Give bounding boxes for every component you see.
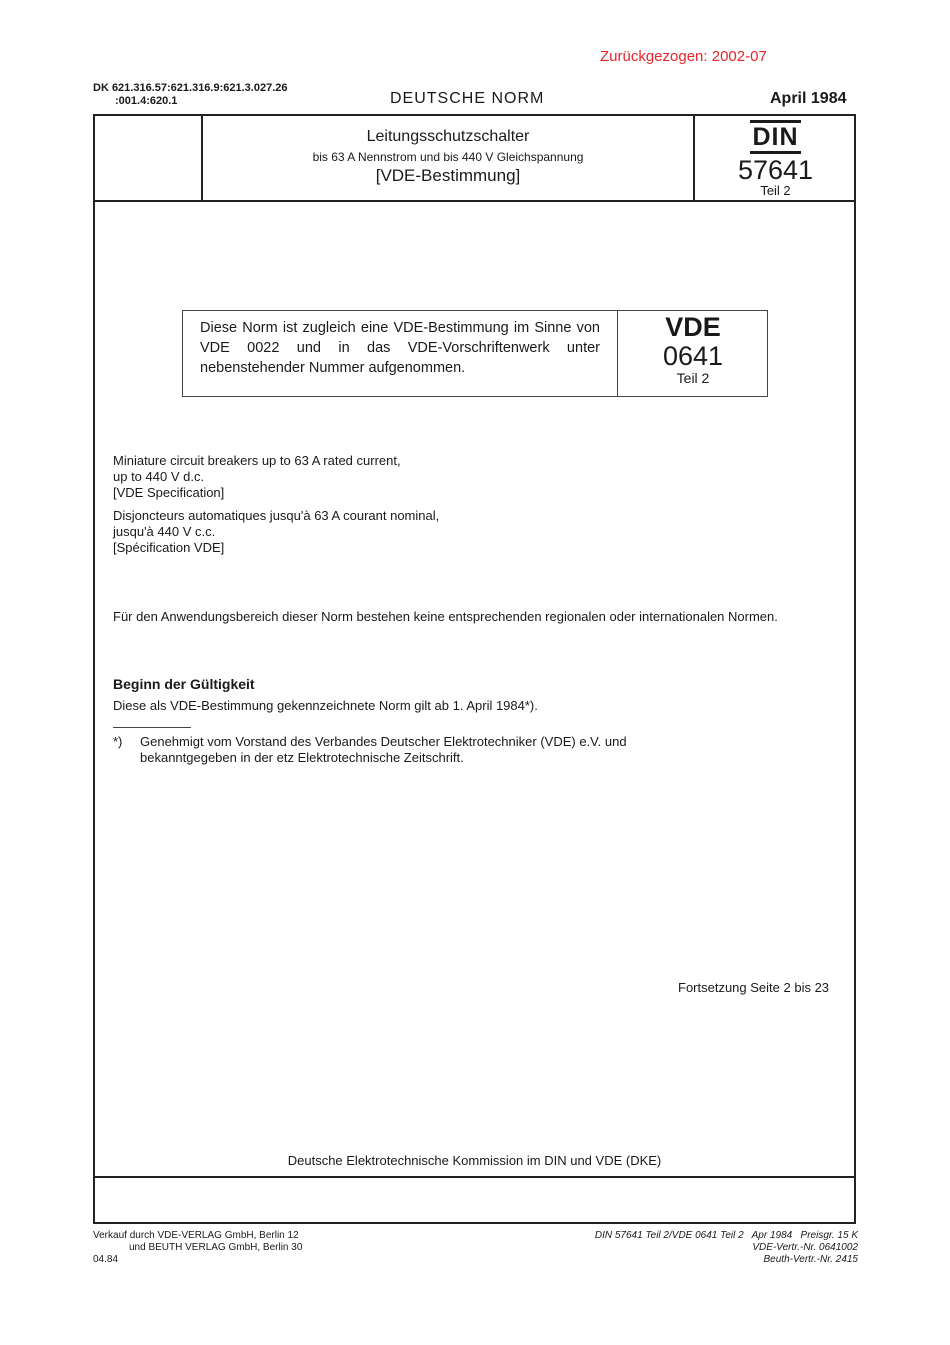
commission-line: Deutsche Elektrotechnische Kommission im DIN und VDE (DKE) xyxy=(287,1153,662,1168)
footer-divider xyxy=(93,1176,856,1178)
norm-type: DEUTSCHE NORM xyxy=(390,90,545,107)
english-title-line: [VDE Specification] xyxy=(113,485,225,500)
publisher-info xyxy=(93,1230,302,1266)
document-spec-label: [VDE-Bestimmung] xyxy=(375,166,521,185)
footnote-mark: *) xyxy=(113,734,123,749)
validity-text: Diese als VDE-Bestimmung gekennzeichnete Norm gilt ab 1. April 1984*). xyxy=(113,698,538,713)
english-title-line: Miniature circuit breakers up to 63 A rated current, xyxy=(113,453,401,468)
footnote-rule xyxy=(113,727,191,728)
french-title-line: jusqu'à 440 V c.c. xyxy=(113,524,216,539)
footnote-line: Genehmigt vom Vorstand des Verbandes Deutscher Elektrotechniker (VDE) e.V. und xyxy=(140,734,627,749)
reference-line: DIN 57641 Teil 2/VDE 0641 Teil 2 Apr 1984 Preisgr. 15 K xyxy=(594,1230,858,1241)
classification-line-2: :001.4:620.1 xyxy=(115,95,178,107)
french-title-line: [Spécification VDE] xyxy=(113,540,225,555)
vde-notice-text: Diese Norm ist zugleich eine VDE-Bestimmung im Sinne von VDE 0022 und in das VDE-Vorschriftenwerk unter nebenstehender Nummer aufgenommen. xyxy=(200,320,600,376)
din-part: Teil 2 xyxy=(760,183,791,198)
document-subtitle: bis 63 A Nennstrom und bis 440 V Gleichspannung xyxy=(312,150,584,164)
footnote-text xyxy=(140,734,740,766)
din-number: 57641 xyxy=(737,155,814,185)
din-number-block xyxy=(695,120,856,198)
vde-number-block xyxy=(618,312,768,386)
french-title-line: Disjoncteurs automatiques jusqu'à 63 A courant nominal, xyxy=(113,508,440,523)
header-divider xyxy=(93,200,856,202)
issue-date: April 1984 xyxy=(770,90,847,107)
continuation-note: Fortsetzung Seite 2 bis 23 xyxy=(678,980,830,995)
reference-line: Beuth-Vertr.-Nr. 2415 xyxy=(763,1254,858,1265)
french-title xyxy=(113,508,439,556)
validity-heading: Beginn der Gültigkeit xyxy=(113,676,255,692)
english-title-line: up to 440 V d.c. xyxy=(113,469,205,484)
classification-code xyxy=(93,82,288,108)
document-title: Leitungsschutzschalter xyxy=(366,128,530,145)
document-frame xyxy=(93,114,856,1224)
vde-number: 0641 xyxy=(662,341,724,371)
scope-note: Für den Anwendungsbereich dieser Norm bestehen keine entsprechenden regionalen oder internationalen Normen. xyxy=(113,609,778,624)
title-block xyxy=(203,128,693,186)
publisher-line: Verkauf durch VDE-VERLAG GmbH, Berlin 12 xyxy=(93,1230,299,1241)
publisher-line: und BEUTH VERLAG GmbH, Berlin 30 xyxy=(129,1242,303,1253)
vde-part: Teil 2 xyxy=(676,370,710,386)
classification-line-1: DK 621.316.57:621.316.9:621.3.027.26 xyxy=(93,82,288,94)
withdrawn-status: Zurückgezogen: 2002-07 xyxy=(600,48,767,65)
print-code: 04.84 xyxy=(93,1254,119,1265)
reference-info xyxy=(520,1230,858,1266)
english-title xyxy=(113,453,401,501)
reference-line: VDE-Vertr.-Nr. 0641002 xyxy=(752,1242,858,1253)
vde-label: VDE xyxy=(665,312,721,342)
din-logo: DIN xyxy=(750,120,800,154)
footnote-line: bekanntgegeben in der etz Elektrotechnische Zeitschrift. xyxy=(140,750,464,765)
